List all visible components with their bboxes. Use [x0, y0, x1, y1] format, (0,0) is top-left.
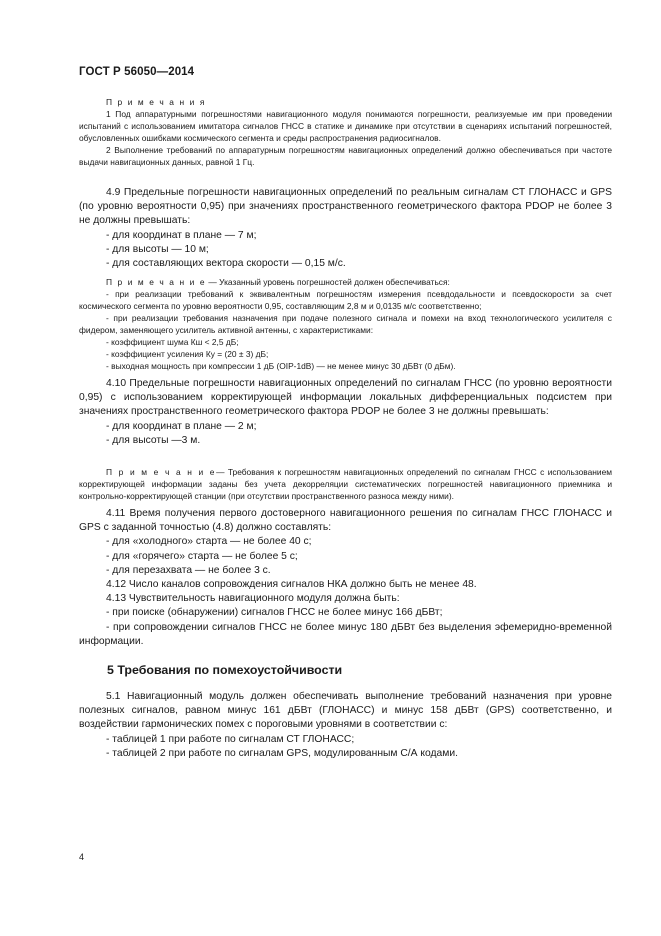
- clause-5-1-text: 5.1 Навигационный модуль должен обеспечивать выполнение требований назначения при уровне полезных сигналов, равном минус 161 дБВт (ГЛОНАСС) и минус 158 дБВт (GPS) соответственно, и воздействии гармонических помех с пороговыми уровнями в соответствии с:: [79, 691, 612, 731]
- list-item: - при сопровождении сигналов ГНСС не более минус 180 дБВт без выделения эфемеридно-временной информации.: [79, 621, 612, 647]
- clauses-4-11-to-4-13: [79, 507, 612, 649]
- note-2-line: - при реализации требований к эквивалентным погрешностям измерения псевдодальности и псевдоскорости за счет космического сегмента по уровню вероятности 0,95, составляющим 2,8 м и 0,0135 м/с соответственно;: [79, 289, 612, 311]
- list-item: - при поиске (обнаружении) сигналов ГНСС не более минус 166 дБВт;: [106, 607, 443, 619]
- note-3-body: — Требования к погрешностям навигационных определений по сигналам ГНСС с использованием корректирующей информации заданы без учета декорреляции систематических погрешностей навигационного приемника и контрольно-корректирующей станции (при отсутствии пространственного разноса между ними).: [79, 467, 612, 501]
- list-item: - для «холодного» старта — не более 40 с;: [106, 536, 312, 548]
- note-2: 2 Выполнение требований по аппаратурным погрешностям навигационных определений должно обеспечиваться при частоте выдачи навигационных данных, равной 1 Гц.: [79, 145, 612, 167]
- note-3-text: [79, 466, 612, 502]
- document-header: ГОСТ Р 56050—2014: [79, 66, 195, 78]
- clause-5-1: [79, 690, 612, 761]
- page-number: 4: [79, 852, 85, 862]
- clause-4-10: [79, 377, 612, 448]
- note-1: 1 Под аппаратурными погрешностями навигационного модуля понимаются погрешности, реализуемые им при проведении испытаний с использованием имитатора сигналов ГНСС в статике и динамике при отсутствии в сценариях испытаний погрешностей, обусловленных ошибками космического сегмента и среды распространения радиосигналов.: [79, 109, 612, 143]
- note-3-heading: П р и м е ч а н и е: [106, 467, 217, 477]
- note-2-text: — Указанный уровень погрешностей должен обеспечиваться:: [206, 277, 450, 287]
- notes-heading-text: П р и м е ч а н и я: [106, 97, 206, 107]
- clause-4-9: [79, 186, 612, 271]
- clause-4-9-text: 4.9 Предельные погрешности навигационных определений по реальным сигналам СТ ГЛОНАСС и GPS (по уровню вероятности 0,95) при значениях пространственного геометрического фактора PDOP не более 3 не должны превышать:: [79, 187, 612, 227]
- clause-4-12-text: 4.12 Число каналов сопровождения сигналов НКА должно быть не менее 48.: [106, 579, 477, 591]
- list-item: - для перезахвата — не более 3 с.: [106, 564, 271, 576]
- list-item: - таблицей 2 при работе по сигналам GPS, модулированным С/А кодами.: [106, 747, 458, 759]
- notes-heading: [79, 96, 612, 108]
- clause-4-11-text: 4.11 Время получения первого достоверного навигационного решения по сигналам ГНСС ГЛОНАСС и GPS с заданной точностью (4.8) должно составлять:: [79, 508, 612, 534]
- note-block-2: [79, 276, 612, 372]
- list-item: - таблицей 1 при работе по сигналам СТ ГЛОНАСС;: [106, 733, 355, 745]
- note-2-heading: П р и м е ч а н и е: [106, 277, 207, 287]
- note-2-line: - коэффициент усиления Ку = (20 ± 3) дБ;: [106, 349, 269, 359]
- list-item: - для высоты — 10 м;: [106, 243, 209, 255]
- note-block-3: [79, 466, 612, 502]
- note-2-line: - при реализации требования назначения при подаче полезного сигнала и помехи на вход технологического усилителя с фидером, заменяющего усилитель активной антенны, с характеристиками:: [79, 313, 612, 335]
- notes-block-1: [79, 96, 612, 168]
- list-item: - для «горячего» старта — не более 5 с;: [106, 550, 298, 562]
- clause-4-10-text: 4.10 Предельные погрешности навигационных определений по сигналам ГНСС (по уровню вероятности 0,95) с использованием корректирующей информации локальных дифференциальных подсистем при значениях пространственного геометрического фактора PDOP не более 3 не должны превышать:: [79, 378, 612, 418]
- note-2-intro: [79, 276, 612, 288]
- list-item: - для составляющих вектора скорости — 0,15 м/с.: [106, 258, 346, 270]
- list-item: - для координат в плане — 2 м;: [106, 420, 257, 432]
- list-item: - для координат в плане — 7 м;: [106, 229, 257, 241]
- section-5-heading: 5 Требования по помехоустойчивости: [107, 663, 343, 677]
- note-2-line: - выходная мощность при компрессии 1 дБ (OIP-1dB) — не менее минус 30 дБВт (0 дБм).: [106, 361, 456, 371]
- list-item: - для высоты —3 м.: [106, 434, 201, 446]
- note-2-line: - коэффициент шума Кш < 2,5 дБ;: [106, 337, 239, 347]
- clause-4-13-text: 4.13 Чувствительность навигационного модуля должна быть:: [106, 593, 400, 605]
